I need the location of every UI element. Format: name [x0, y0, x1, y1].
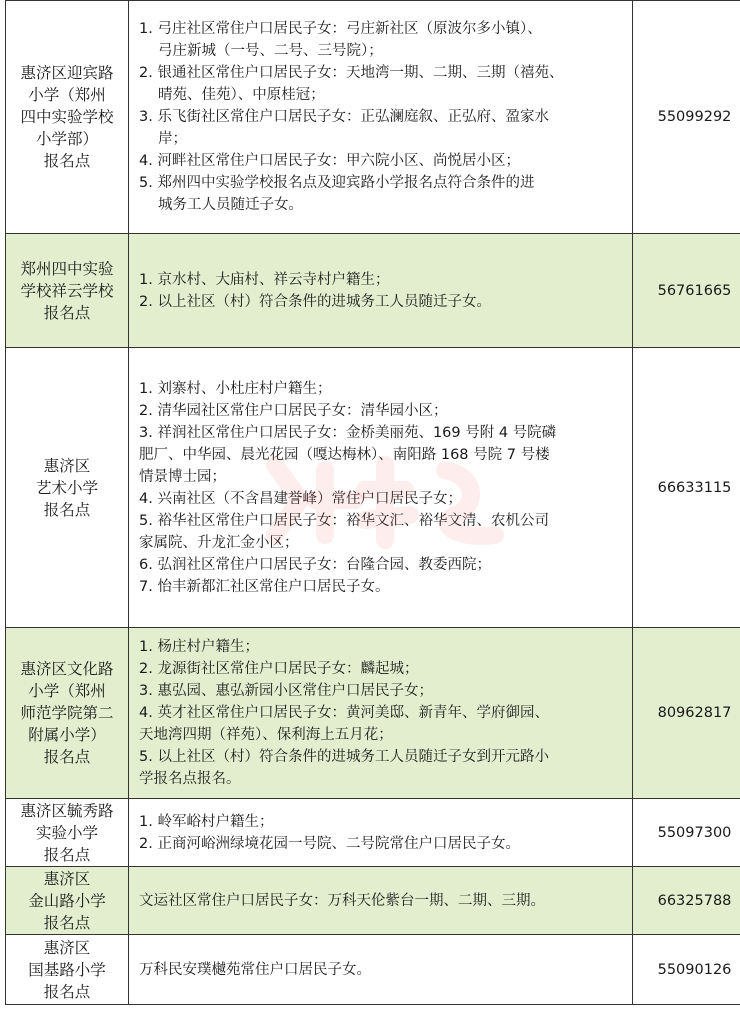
scope-line: 2. 银通社区常住户口居民子女：天地湾一期、二期、三期（禧苑、: [139, 65, 564, 81]
table-row: [6, 628, 740, 799]
school-line: 报名点: [43, 303, 91, 322]
scope-line: 学报名点报名。: [139, 771, 241, 787]
table-row: [6, 935, 740, 1005]
school-line: 师范学院第二: [20, 704, 114, 722]
scope-line: 万科民安璞樾苑常住户口居民子女。: [139, 961, 371, 978]
scope-line: 晴苑、佳苑）、中原桂冠；: [158, 87, 325, 103]
scope-line: 2. 龙源街社区常住户口居民子女：麟起城；: [139, 661, 419, 677]
scope-line: 5. 以上社区（村）符合条件的进城务工人员随迁子女到开元路小: [139, 749, 549, 765]
school-cell: [6, 799, 129, 867]
school-cell: [6, 867, 129, 935]
school-line: 郑州四中实验: [20, 259, 114, 278]
scope-line: 5. 郑州四中实验学校报名点及迎宾路小学报名点符合条件的进: [139, 175, 535, 191]
school-cell: [6, 234, 129, 348]
phone-cell: 80962817: [633, 628, 740, 799]
scope-line: 1. 刘寨村、小杜庄村户籍生；: [139, 380, 332, 397]
school-line: 惠济区: [43, 938, 91, 957]
school-cell: [6, 1, 129, 234]
school-line: 惠济区文化路: [20, 660, 114, 678]
phone-cell: 55099292: [633, 1, 740, 234]
school-line: 学校祥云学校: [20, 281, 114, 300]
school-line: 报名点: [43, 913, 91, 932]
scope-line: 4. 河畔社区常住户口居民子女：甲六院小区、尚悦居小区；: [139, 153, 520, 169]
scope-line: 2. 正商河峪洲绿境花园一号院、二号院常住户口居民子女。: [139, 835, 520, 852]
scope-line: 岸；: [158, 131, 187, 147]
table-row: [6, 799, 740, 867]
phone-cell: 55090126: [633, 935, 740, 1005]
scope-line: 1. 杨庄村户籍生；: [139, 639, 259, 655]
school-line: 艺术小学: [35, 478, 98, 497]
school-line: 报名点: [43, 500, 91, 519]
school-line: 金山路小学: [28, 891, 106, 910]
scope-line: 情景博士园；: [139, 468, 226, 485]
scope-line: 弓庄新城（一号、二号、三号院）；: [158, 43, 383, 59]
scope-line: 1. 岭军峪村户籍生；: [139, 813, 274, 830]
school-line: 报名点: [43, 748, 91, 766]
scope-cell: [129, 234, 633, 348]
table-row: [6, 348, 740, 628]
scope-line: 文运社区常住户口居民子女：万科天伦紫台一期、二期、三期。: [139, 892, 545, 909]
scope-line: 城务工人员随迁子女。: [158, 197, 303, 213]
school-line: 小学（郑州: [28, 682, 106, 700]
school-line: 小学部）: [35, 130, 98, 148]
school-line: 四中实验学校: [20, 108, 114, 126]
scope-cell: [129, 867, 633, 935]
school-line: 国基路小学: [28, 960, 106, 979]
scope-cell: [129, 628, 633, 799]
scope-line: 7. 怡丰新都汇社区常住户口居民子女。: [139, 578, 390, 595]
school-line: 惠济区: [43, 456, 91, 475]
scope-line: 4. 英才社区常住户口居民子女：黄河美邸、新青年、学府御园、: [139, 705, 549, 721]
scope-line: 1. 弓庄社区常住户口居民子女：弓庄新社区（原波尔多小镇）、: [139, 21, 542, 37]
school-line: 报名点: [43, 982, 91, 1001]
phone-cell: 66633115: [633, 348, 740, 628]
school-cell: [6, 935, 129, 1005]
school-cell: [6, 628, 129, 799]
registration-table: [5, 0, 740, 1005]
scope-line: 肥厂、中华园、晨光花园（嘎达梅林）、南阳路 168 号院 7 号楼: [139, 446, 550, 463]
scope-line: 6. 弘润社区常住户口居民子女：台隆合园、教委西院；: [139, 556, 491, 573]
scope-line: 1. 京水村、大庙村、祥云寺村户籍生；: [139, 271, 390, 288]
school-line: 惠济区: [43, 869, 91, 888]
scope-cell: [129, 1, 633, 234]
school-line: 实验小学: [35, 823, 98, 842]
scope-line: 3. 祥润社区常住户口居民子女：金桥美丽苑、169 号附 4 号院磷: [139, 424, 557, 441]
scope-line: 天地湾四期（祥苑）、保利海上五月花；: [139, 727, 393, 743]
scope-line: 3. 乐飞街社区常住户口居民子女：正弘澜庭叙、正弘府、盈家水: [139, 109, 549, 125]
school-line: 惠济区迎宾路: [20, 64, 114, 82]
scope-line: 家属院、升龙汇金小区；: [139, 534, 299, 551]
scope-line: 2. 以上社区（村）符合条件的进城务工人员随迁子女。: [139, 293, 491, 310]
school-line: 报名点: [43, 152, 91, 170]
scope-cell: [129, 348, 633, 628]
scope-line: 2. 清华园社区常住户口居民子女：清华园小区；: [139, 402, 448, 419]
scope-cell: [129, 799, 633, 867]
scope-line: 4. 兴南社区（不含昌建誉峰）常住户口居民子女；: [139, 490, 462, 507]
phone-cell: 56761665: [633, 234, 740, 348]
school-line: 报名点: [43, 845, 91, 864]
scope-line: 5. 裕华社区常住户口居民子女：裕华文汇、裕华文清、农机公司: [139, 512, 549, 529]
phone-cell: 55097300: [633, 799, 740, 867]
table-row: [6, 234, 740, 348]
school-cell: [6, 348, 129, 628]
school-line: 惠济区毓秀路: [20, 801, 114, 820]
school-line: 小学（郑州: [28, 86, 106, 104]
phone-cell: 66325788: [633, 867, 740, 935]
table-row: [6, 1, 740, 234]
scope-line: 3. 惠弘园、惠弘新园小区常住户口居民子女；: [139, 683, 433, 699]
table-row: [6, 867, 740, 935]
scope-cell: [129, 935, 633, 1005]
school-line: 附属小学）: [28, 726, 106, 744]
